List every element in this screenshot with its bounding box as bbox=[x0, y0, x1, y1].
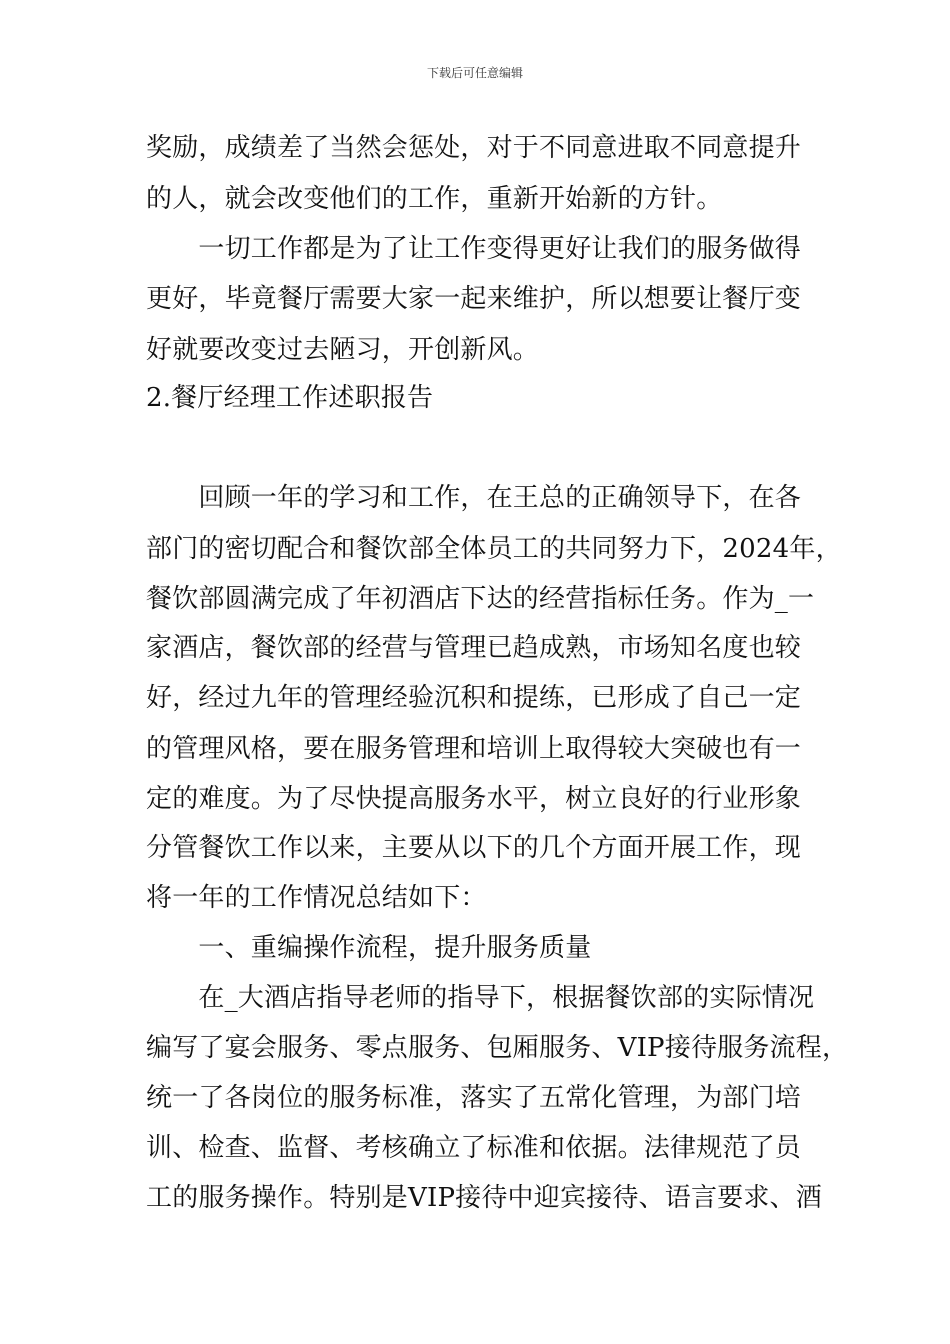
text-line: 统一了各岗位的服务标准，落实了五常化管理，为部门培 bbox=[146, 1083, 802, 1113]
text-line: 好就要改变过去陋习，开创新风。 bbox=[146, 335, 540, 365]
page-header: 下载后可任意编辑 bbox=[426, 66, 523, 80]
text-line: 餐饮部圆满完成了年初酒店下达的经营指标任务。作为_一 bbox=[146, 584, 815, 614]
text-line: 的管理风格，要在服务管理和培训上取得较大突破也有一 bbox=[146, 734, 802, 764]
text-line: 部门的密切配合和餐饮部全体员工的共同努力下，2024年， bbox=[146, 534, 842, 564]
text-line: 好，经过九年的管理经验沉积和提练，已形成了自己一定 bbox=[146, 683, 802, 713]
text-line: 将一年的工作情况总结如下： bbox=[146, 883, 487, 913]
text-line: 家酒店，餐饮部的经营与管理已趋成熟，市场知名度也较 bbox=[146, 633, 802, 663]
text-line: 定的难度。为了尽快提高服务水平，树立良好的行业形象 bbox=[146, 784, 802, 814]
text-line: 回顾一年的学习和工作，在王总的正确领导下，在各 bbox=[146, 483, 802, 513]
text-line: 的人，就会改变他们的工作，重新开始新的方针。 bbox=[146, 184, 723, 214]
text-line: 分管餐饮工作以来，主要从以下的几个方面开展工作，现 bbox=[146, 833, 802, 863]
text-line: 奖励，成绩差了当然会惩处，对于不同意进取不同意提升 bbox=[146, 133, 802, 163]
text-line: 工的服务操作。特别是VIP接待中迎宾接待、语言要求、酒 bbox=[146, 1183, 822, 1213]
text-line: 一切工作都是为了让工作变得更好让我们的服务做得 bbox=[146, 234, 802, 264]
text-line: 更好，毕竟餐厅需要大家一起来维护，所以想要让餐厅变 bbox=[146, 284, 802, 314]
section-heading: 2.餐厅经理工作述职报告 bbox=[146, 383, 434, 413]
text-line: 编写了宴会服务、零点服务、包厢服务、VIP接待服务流程， bbox=[146, 1033, 849, 1063]
text-line: 在_大酒店指导老师的指导下，根据餐饮部的实际情况 bbox=[146, 983, 815, 1013]
subsection-heading: 一、重编操作流程，提升服务质量 bbox=[146, 933, 592, 963]
text-line: 训、检查、监督、考核确立了标准和依据。法律规范了员 bbox=[146, 1133, 802, 1163]
